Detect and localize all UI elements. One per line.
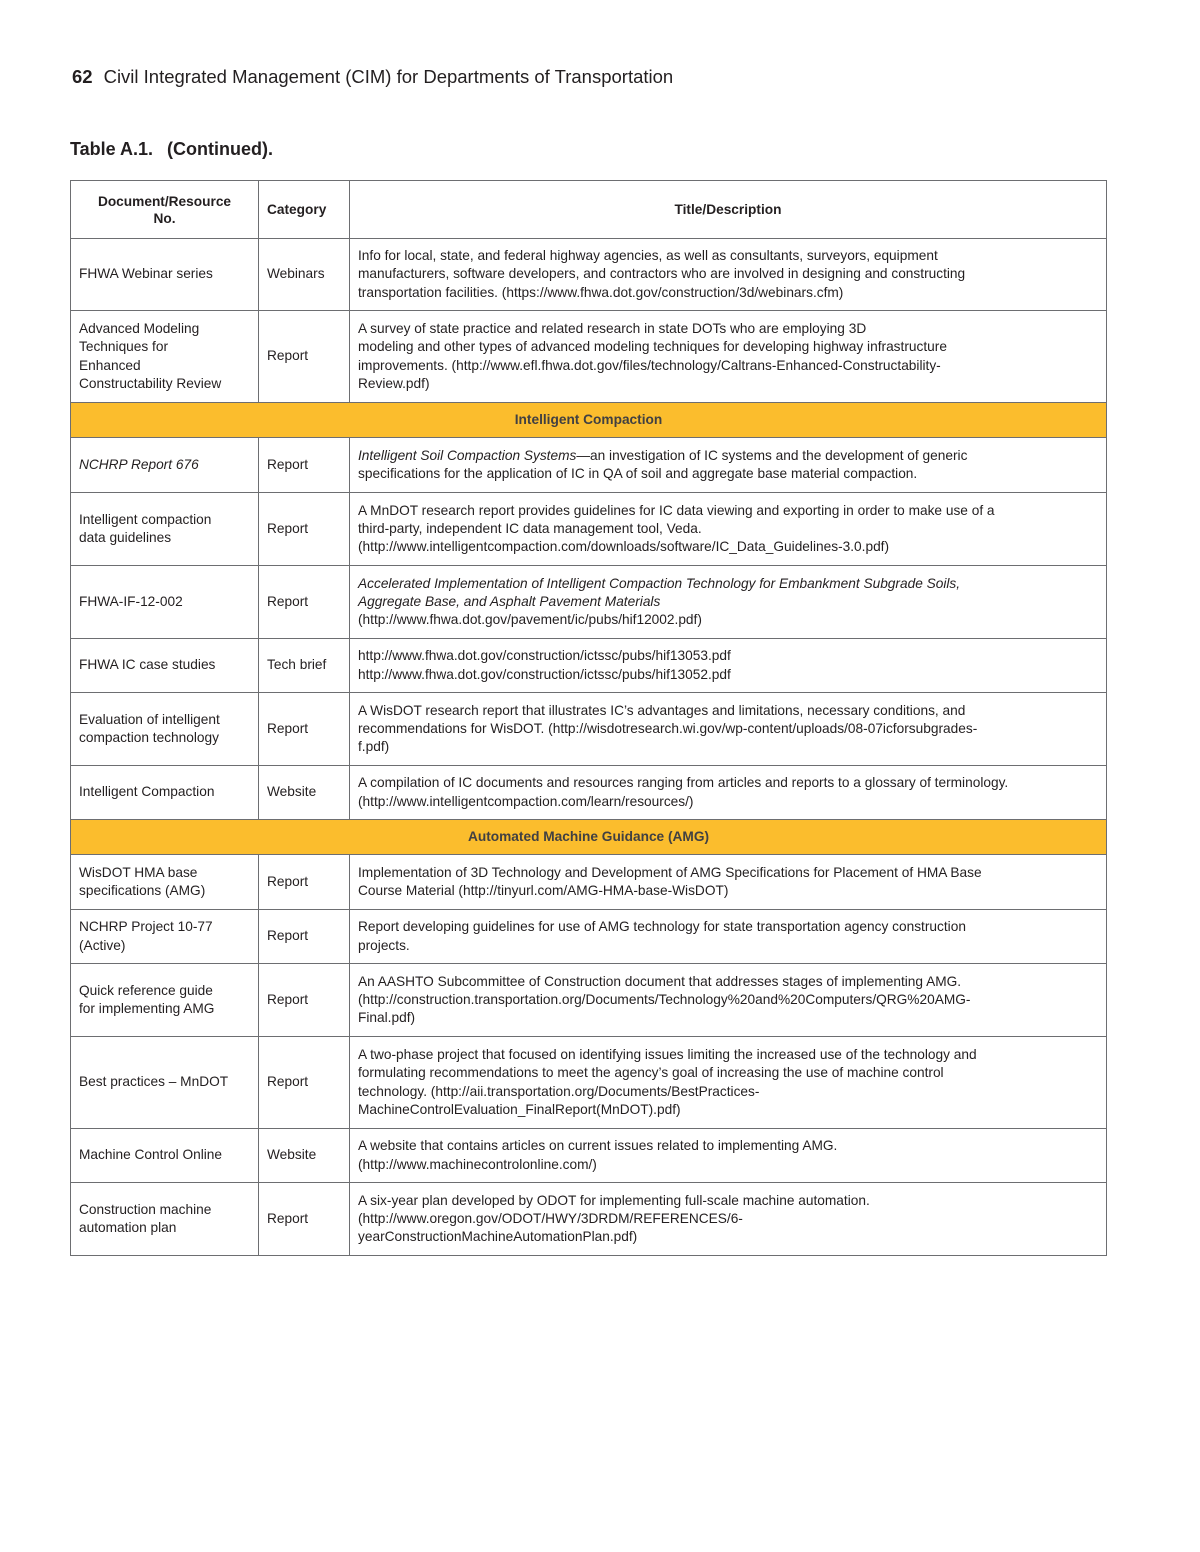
description-text: —an investigation of IC systems and the development of generic specifications for the application of IC in QA of soil and aggregate base material compaction.	[358, 447, 968, 481]
description-cell	[350, 493, 1107, 566]
description-text: A compilation of IC documents and resources ranging from articles and reports to a glossary of terminology. (http://www.intelligentcompaction.com/learn/resources/)	[358, 775, 1009, 809]
table-row	[71, 311, 1107, 403]
table-row	[71, 1037, 1107, 1129]
document-cell: Intelligent compaction data guidelines	[71, 493, 259, 566]
table-row	[71, 639, 1107, 693]
category-cell: Report	[259, 566, 350, 639]
document-cell: Evaluation of intelligent compaction technology	[71, 693, 259, 766]
description-italic-title: Intelligent Soil Compaction Systems	[358, 447, 577, 463]
table-label: Table A.1.	[70, 139, 154, 159]
document-cell: NCHRP Report 676	[71, 438, 259, 493]
description-text: Info for local, state, and federal highway agencies, as well as consultants, surveyors, equipment manufacturers, software developers, and contractors who are involved in designing and constructing transportation facilities. (https://www.fhwa.dot.gov/construction/3d/webinars.cfm)	[358, 248, 966, 300]
description-cell	[350, 910, 1107, 964]
description-cell	[350, 566, 1107, 639]
description-text: A WisDOT research report that illustrates IC’s advantages and limitations, necessary conditions, and recommendations for WisDOT. (http://wisdotresearch.wi.gov/wp-content/uploads/08-07icforsubgrades- f.pdf)	[358, 702, 978, 755]
category-cell: Report	[259, 693, 350, 766]
running-header	[72, 66, 673, 88]
document-cell: Construction machine automation plan	[71, 1183, 259, 1256]
document-cell: FHWA-IF-12-002	[71, 566, 259, 639]
description-cell	[350, 766, 1107, 820]
category-cell: Report	[259, 1037, 350, 1129]
page-number: 62	[72, 66, 93, 87]
description-cell	[350, 964, 1107, 1037]
table-row	[71, 693, 1107, 766]
description-cell	[350, 1037, 1107, 1129]
table-row	[71, 855, 1107, 910]
table-row	[71, 438, 1107, 493]
table-row	[71, 239, 1107, 311]
category-cell: Report	[259, 438, 350, 493]
document-cell: FHWA Webinar series	[71, 239, 259, 311]
section-heading: Intelligent Compaction	[71, 403, 1107, 438]
table-row	[71, 1129, 1107, 1183]
document-cell: Machine Control Online	[71, 1129, 259, 1183]
description-text: A survey of state practice and related research in state DOTs who are employing 3D modeling and other types of advanced modeling techniques for developing highway infrastructure improvements. (http://www.efl.fhwa.dot.gov/files/technology/Caltrans-Enhanced-Constructability- Review.pdf)	[358, 320, 947, 391]
resource-table	[70, 180, 1107, 1256]
description-text: A MnDOT research report provides guidelines for IC data viewing and exporting in order to make use of a third-party, independent IC data management tool, Veda. (http://www.intelligentcompaction.com/downloads/software/IC_Data_Guidelines-3.0.pdf)	[358, 502, 995, 555]
table-row	[71, 566, 1107, 639]
description-text: (http://www.fhwa.dot.gov/pavement/ic/pubs/hif12002.pdf)	[358, 612, 702, 628]
description-text: Report developing guidelines for use of AMG technology for state transportation agency construction projects.	[358, 919, 966, 953]
document-cell: NCHRP Project 10-77 (Active)	[71, 910, 259, 964]
col-header-category: Category	[259, 181, 350, 239]
description-text: A website that contains articles on current issues related to implementing AMG. (http://www.machinecontrolonline.com/)	[358, 1138, 838, 1172]
description-cell	[350, 1129, 1107, 1183]
header-row	[71, 181, 1107, 239]
description-cell	[350, 693, 1107, 766]
description-text: http://www.fhwa.dot.gov/construction/ictssc/pubs/hif13053.pdf http://www.fhwa.dot.gov/construction/ictssc/pubs/hif13052.pdf	[358, 648, 731, 682]
table-row	[71, 766, 1107, 820]
section-row	[71, 403, 1107, 438]
table-caption	[70, 139, 273, 160]
description-text: A six-year plan developed by ODOT for implementing full-scale machine automation. (http://www.oregon.gov/ODOT/HWY/3DRDM/REFERENCES/6- yearConstructionMachineAutomationPlan.pdf)	[358, 1192, 870, 1245]
category-cell: Report	[259, 493, 350, 566]
table-row	[71, 964, 1107, 1037]
category-cell: Report	[259, 1183, 350, 1256]
document-cell: Intelligent Compaction	[71, 766, 259, 820]
description-text: Implementation of 3D Technology and Development of AMG Specifications for Placement of HMA Base Course Material (http://tinyurl.com/AMG-HMA-base-WisDOT)	[358, 864, 982, 898]
table-row	[71, 493, 1107, 566]
description-text: A two-phase project that focused on identifying issues limiting the increased use of the technology and formulating recommendations to meet the agency’s goal of increasing the use of machine control technology. (http://aii.transportation.org/Documents/BestPractices- MachineControlEvaluation_FinalReport(MnDOT).pdf)	[358, 1046, 977, 1117]
description-cell	[350, 1183, 1107, 1256]
table-continued: (Continued).	[167, 139, 274, 159]
category-cell: Tech brief	[259, 639, 350, 693]
table-row	[71, 1183, 1107, 1256]
document-cell: Advanced Modeling Techniques for Enhanced Constructability Review	[71, 311, 259, 403]
document-cell: WisDOT HMA base specifications (AMG)	[71, 855, 259, 910]
category-cell: Webinars	[259, 239, 350, 311]
category-cell: Report	[259, 311, 350, 403]
category-cell: Website	[259, 1129, 350, 1183]
section-row	[71, 820, 1107, 855]
category-cell: Report	[259, 855, 350, 910]
document-cell: FHWA IC case studies	[71, 639, 259, 693]
document-cell: Quick reference guide for implementing AMG	[71, 964, 259, 1037]
description-cell	[350, 311, 1107, 403]
col-header-title: Title/Description	[350, 181, 1107, 239]
description-cell	[350, 855, 1107, 910]
table-row	[71, 910, 1107, 964]
col-header-document: Document/Resource No.	[71, 181, 259, 239]
document-cell: Best practices – MnDOT	[71, 1037, 259, 1129]
description-cell	[350, 239, 1107, 311]
description-text: An AASHTO Subcommittee of Construction document that addresses stages of implementing AMG. (http://construction.transportation.org/Documents/Technology%20and%20Computers/QRG%20AMG- Final.pdf)	[358, 973, 971, 1026]
section-heading: Automated Machine Guidance (AMG)	[71, 820, 1107, 855]
description-cell	[350, 438, 1107, 493]
description-cell	[350, 639, 1107, 693]
category-cell: Report	[259, 964, 350, 1037]
description-italic-title: Accelerated Implementation of Intelligent Compaction Technology for Embankment Subgrade Soils, Aggregate Base, and Asphalt Pavement Materials	[358, 575, 961, 609]
running-title: Civil Integrated Management (CIM) for Departments of Transportation	[103, 66, 674, 87]
category-cell: Website	[259, 766, 350, 820]
category-cell: Report	[259, 910, 350, 964]
